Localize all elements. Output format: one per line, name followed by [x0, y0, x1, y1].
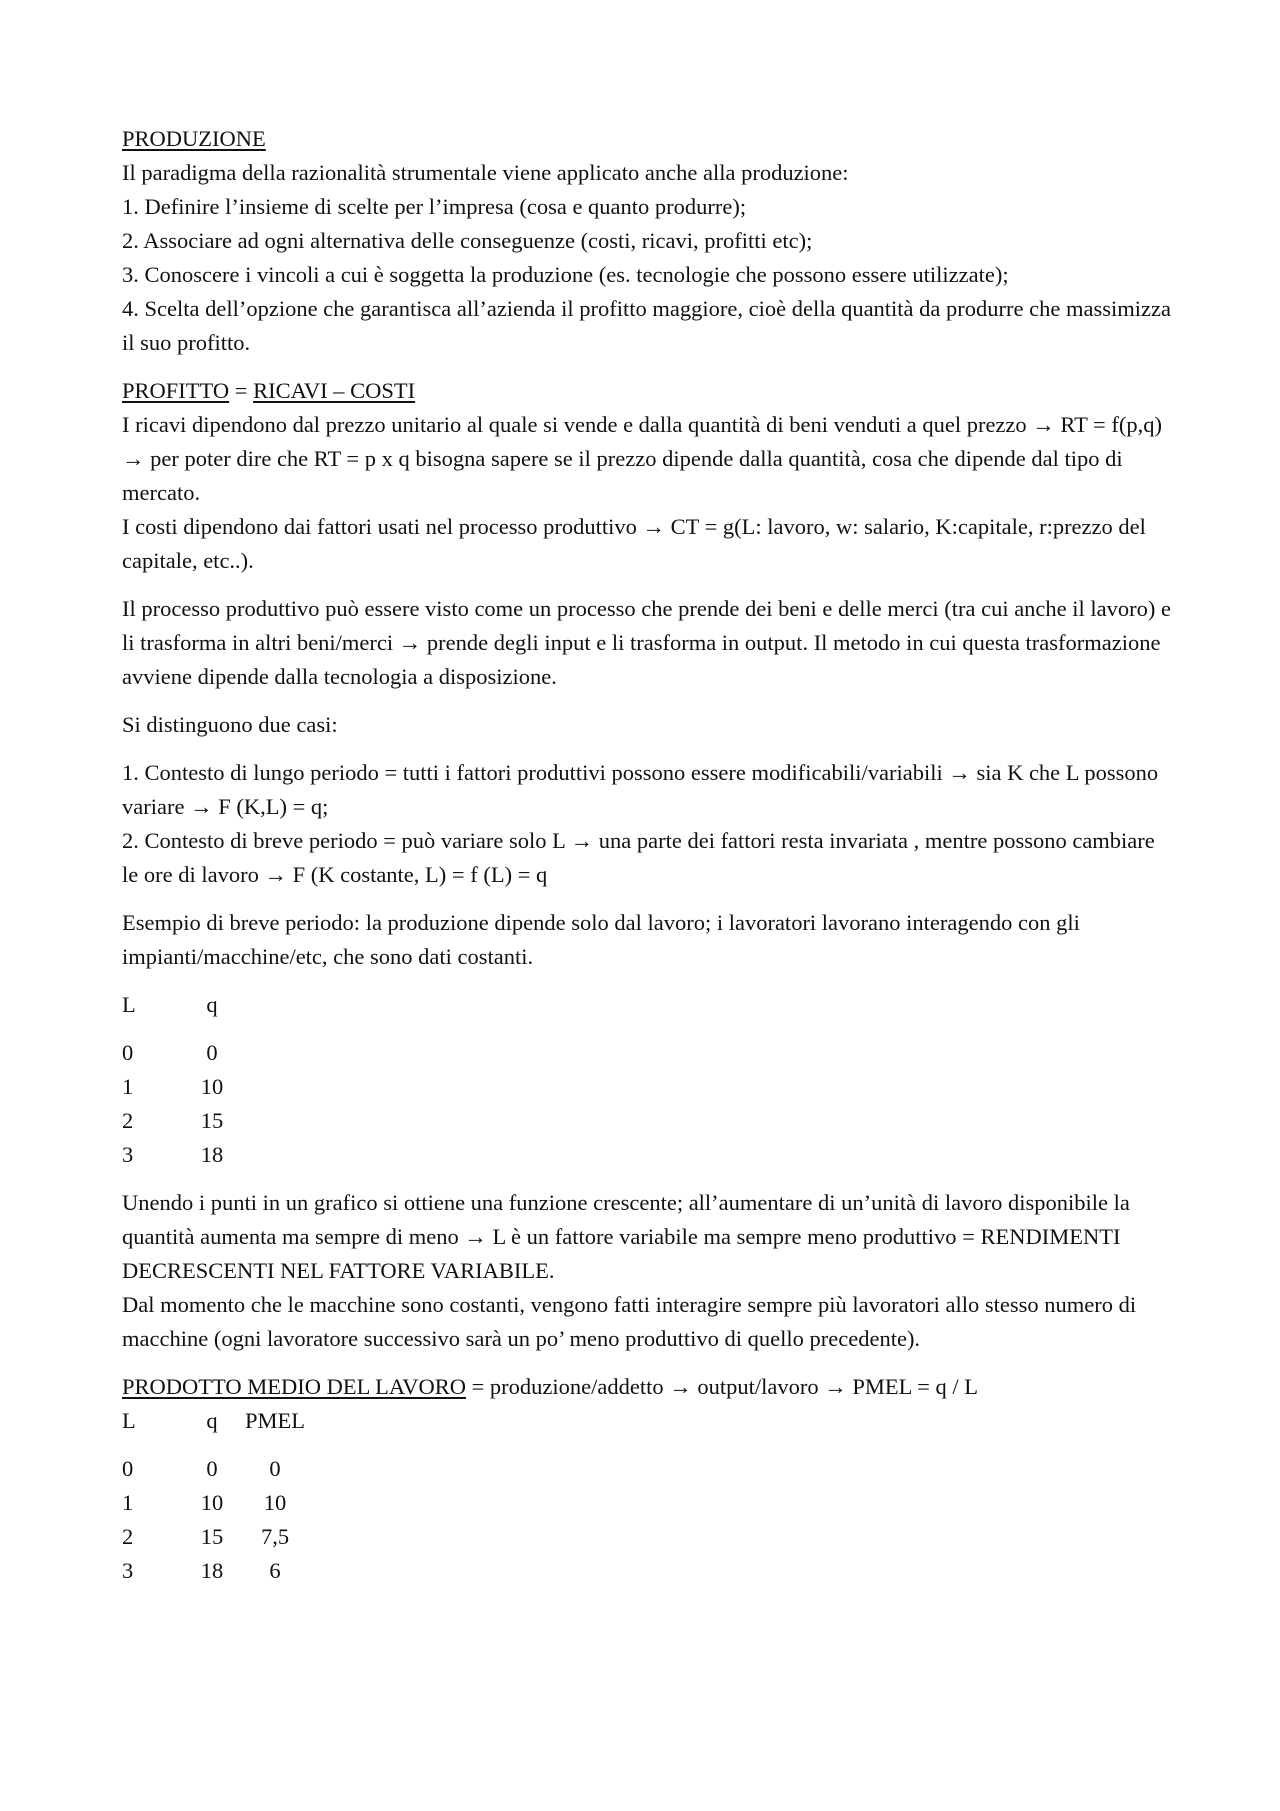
case-item: 2. Contesto di breve periodo = può variare solo L → una parte dei fattori resta invariata , mentre possono cambiare le ore di lavoro → F (K costante, L) = f (L) = q	[122, 828, 1155, 887]
step-item: 4. Scelta dell’opzione che garantisca all’azienda il profitto maggiore, cioè della quantità da produrre che massimizza il suo profitto.	[122, 296, 1171, 355]
document-page	[122, 122, 1172, 1588]
table-row: 3 18	[122, 1142, 224, 1167]
cases-intro: Si distinguono due casi:	[122, 712, 338, 737]
process-paragraph: Il processo produttivo può essere visto come un processo che prende dei beni e delle merci (tra cui anche il lavoro) e li trasforma in altri beni/merci → prende degli input e li trasforma in output. Il metodo in cui questa trasformazione avviene dipende dalla tecnologia a disposizione.	[122, 596, 1171, 689]
step-item: 2. Associare ad ogni alternativa delle conseguenze (costi, ricavi, profitti etc);	[122, 228, 813, 253]
production-table	[122, 988, 1172, 1172]
decreasing-returns-paragraph: Unendo i punti in un grafico si ottiene una funzione crescente; all’aumentare di un’unità di lavoro disponibile la quantità aumenta ma sempre di meno → L è un fattore variabile ma sempre meno produttivo = RENDIMENTI DECRESCENTI NEL FATTORE VARIABILE.	[122, 1190, 1130, 1283]
table-row: 1 10 10	[122, 1490, 287, 1515]
table-header: L q	[122, 992, 218, 1017]
machines-paragraph: Dal momento che le macchine sono costanti, vengono fatti interagire sempre più lavoratori allo stesso numero di macchine (ogni lavoratore successivo sarà un po’ meno produttivo di quello precedente).	[122, 1292, 1137, 1351]
table-row: 1 10	[122, 1074, 224, 1099]
average-product-table	[122, 1404, 1172, 1588]
table-header: L q PMEL	[122, 1408, 305, 1433]
cost-paragraph: I costi dipendono dai fattori usati nel processo produttivo → CT = g(L: lavoro, w: salario, K:capitale, r:prezzo del capitale, etc..).	[122, 514, 1146, 573]
step-item: 3. Conoscere i vincoli a cui è soggetta la produzione (es. tecnologie che possono essere utilizzate);	[122, 262, 1009, 287]
table-row: 2 15 7,5	[122, 1524, 290, 1549]
table-row: 0 0	[122, 1040, 218, 1065]
example-paragraph: Esempio di breve periodo: la produzione dipende solo dal lavoro; i lavoratori lavorano interagendo con gli impianti/macchine/etc, che sono dati costanti.	[122, 910, 1080, 969]
table-row: 0 0 0	[122, 1456, 281, 1481]
average-product-heading: PRODOTTO MEDIO DEL LAVORO = produzione/addetto → output/lavoro → PMEL = q / L	[122, 1374, 978, 1399]
case-item: 1. Contesto di lungo periodo = tutti i fattori produttivi possono essere modificabili/variabili → sia K che L possono variare → F (K,L) = q;	[122, 760, 1159, 819]
intro-paragraph: Il paradigma della razionalità strumentale viene applicato anche alla produzione:	[122, 160, 849, 185]
table-row: 2 15	[122, 1108, 224, 1133]
section-title: PRODUZIONE	[122, 126, 266, 151]
revenue-paragraph: I ricavi dipendono dal prezzo unitario al quale si vende e dalla quantità di beni venduti a quel prezzo → RT = f(p,q) → per poter dire che RT = p x q bisogna sapere se il prezzo dipende dalla quantità, cosa che dipende dal tipo di mercato.	[122, 412, 1162, 505]
step-item: 1. Definire l’insieme di scelte per l’impresa (cosa e quanto produrre);	[122, 194, 747, 219]
profit-heading: PROFITTO = RICAVI – COSTI	[122, 378, 416, 403]
table-row: 3 18 6	[122, 1558, 281, 1583]
